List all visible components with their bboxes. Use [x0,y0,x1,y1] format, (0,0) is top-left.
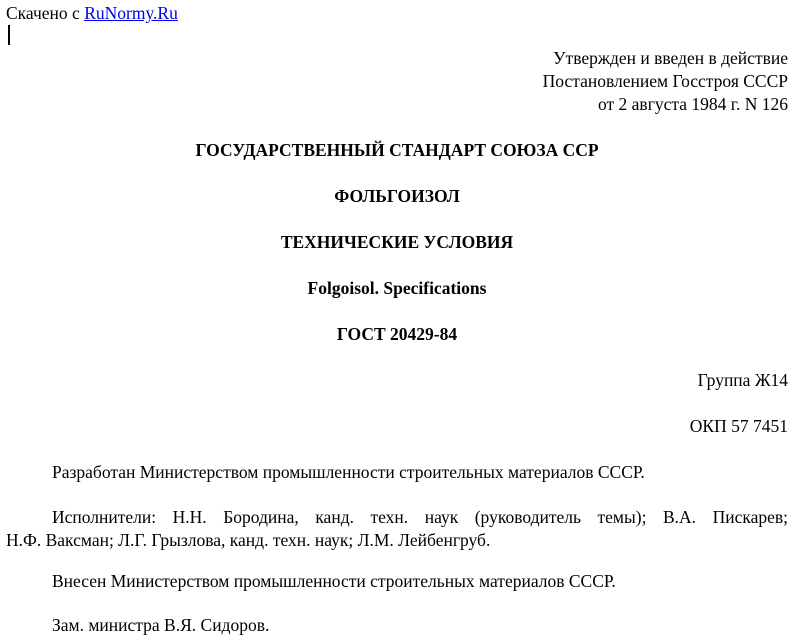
text-cursor [8,25,10,45]
group-code: Группа Ж14 [697,370,788,390]
gost-number: ГОСТ 20429-84 [336,324,458,344]
developed-by-paragraph: Разработан Министерством промышленности строительных материалов СССР. [52,462,645,482]
performers-line-1: Исполнители: Н.Н. Бородина, канд. техн. наук (руководитель темы); В.А. Пискарев; [52,507,788,527]
download-source-prefix: Скачено с [6,3,80,23]
product-heading: ФОЛЬГОИЗОЛ [334,186,460,206]
technical-conditions-heading: ТЕХНИЧЕСКИЕ УСЛОВИЯ [280,232,514,252]
performers-line-2: Н.Ф. Ваксман; Л.Г. Грызлова, канд. техн. наук; Л.М. Лейбенгруб. [6,530,491,550]
approval-line-3: от 2 августа 1984 г. N 126 [598,94,788,114]
source-link[interactable]: RuNormy.Ru [84,3,178,23]
download-source-line [6,3,178,23]
approval-line-2: Постановлением Госстроя СССР [542,71,788,91]
okp-code: ОКП 57 7451 [689,416,788,436]
english-title: Folgoisol. Specifications [307,278,487,298]
introduced-by-paragraph: Внесен Министерством промышленности строительных материалов СССР. [52,571,616,591]
deputy-minister-line: Зам. министра В.Я. Сидоров. [52,615,270,635]
approval-line-1: Утвержден и введен в действие [553,48,788,68]
state-standard-heading: ГОСУДАРСТВЕННЫЙ СТАНДАРТ СОЮЗА ССР [195,140,599,160]
